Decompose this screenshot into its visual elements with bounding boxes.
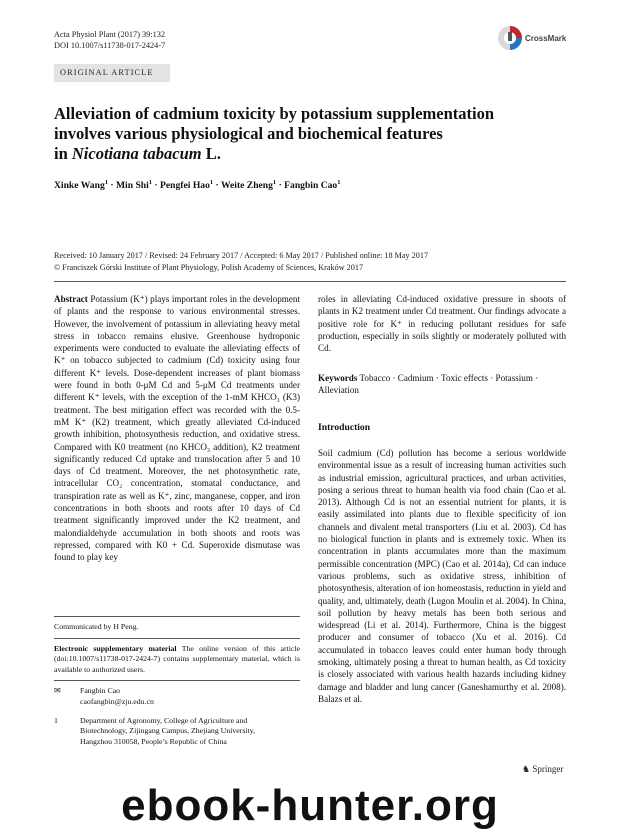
contact-name: Fangbin Cao	[80, 686, 121, 695]
abstract-text: Potassium (K⁺) plays important roles in the development of plants and the response to various environmental stresses. However, the involvement of potassium in alleviating heavy metal stress in tobacco remains elusive. Greenhouse hydroponic experiments were conducted to evaluate the alleviating effects of K⁺ on tobacco subjected to cadmium (Cd) toxicity using four different K⁺ levels. Dose-dependent increases of plant biomass were found in both 0-μM Cd and 5-μM Cd treatments under different K⁺ levels, with the exception of the 1-mM KHCO₃ (K3) treatment. The best mitigation effect was recorded with the 0.5-mM K⁺ (K2) treatment, which greatly alleviated Cd-induced growth inhibition, photosynthesis reduction, and oxidative stress. Compared with K0 treatment (no KHCO₃ addition), K2 treatment significantly reduced Cd uptake and translocation after 5 and 10 days of Cd treatment. Moreover, the net photosynthetic rate, intracellular CO₂ concentration, stomatal conductance, and transpiration rate as well as K⁺, zinc, manganese, copper, and iron concentrations in both shoots and roots after 10 days of Cd treatment significantly improved under the K2 treatment, and malondialdehyde accumulation in both shoots and roots was repressed, compared with K0 + Cd. Superoxide dismutase was found to play key	[54, 294, 300, 563]
contact-email[interactable]: caofangbin@zju.edu.cn	[80, 697, 154, 706]
publisher-logo	[522, 764, 563, 775]
title-line-2: involves various physiological and biochemical features	[54, 124, 443, 143]
title-line-3-prefix: in	[54, 144, 72, 163]
footnote-divider-3	[54, 680, 300, 681]
affiliation-text: Department of Agronomy, College of Agriculture and Biotechnology, Zijingang Campus, Zhejiang University, Hangzhou 310058, People’s Republic of China	[80, 716, 256, 746]
footnote-divider	[54, 616, 300, 617]
header-divider	[54, 281, 566, 282]
crossmark-badge[interactable]	[497, 23, 567, 53]
journal-citation: Acta Physiol Plant (2017) 39:132	[54, 30, 166, 39]
esm-text[interactable]: The online version of this article (doi:10.1007/s11738-017-2424-7) contains supplementary material, which is available to authorized users.	[54, 644, 301, 674]
history-line: Received: 10 January 2017 / Revised: 24 February 2017 / Accepted: 6 May 2017 / Published online: 18 May 2017	[54, 251, 429, 260]
author-affil-sup: 1	[148, 179, 153, 186]
envelope-icon: ✉	[54, 686, 61, 695]
title-line-3	[54, 144, 574, 164]
author-name[interactable]: Weite Zheng	[220, 180, 273, 192]
esm-label: Electronic supplementary material	[54, 644, 177, 653]
watermark: ebook-hunter.org	[121, 781, 499, 830]
author-affil-sup: 1	[209, 179, 214, 186]
author-affil-sup: 1	[104, 179, 108, 186]
esm-note	[54, 644, 300, 675]
author-name[interactable]: Fangbin Cao	[284, 180, 338, 192]
species-name: Nicotiana tabacum	[71, 144, 202, 163]
keywords-text: Tobacco · Cadmium · Toxic effects · Potassium · Alleviation	[318, 373, 539, 396]
communicated-note: Communicated by H Peng.	[54, 622, 139, 631]
publisher-name: Springer	[532, 764, 564, 774]
author-name[interactable]: Xinke Wang	[54, 180, 105, 192]
publication-dates	[54, 250, 428, 273]
abstract-label: Abstract	[54, 294, 88, 304]
abstract-block	[54, 293, 300, 564]
introduction-heading: Introduction	[318, 422, 371, 433]
article-type-band: ORIGINAL ARTICLE	[54, 64, 170, 82]
footnote-divider-2	[54, 638, 300, 639]
keywords-label: Keywords	[318, 373, 358, 383]
author-name[interactable]: Min Shi	[116, 180, 149, 192]
keywords-block	[318, 372, 566, 397]
author-affil-sup: 1	[337, 179, 341, 186]
author-name[interactable]: Pengfei Hao	[160, 180, 210, 192]
author-affil-sup: 1	[272, 179, 277, 186]
abstract-continuation: roles in alleviating Cd-induced oxidative pressure in shoots of plants in K2 treatment under Cd treatment. Our findings advocate a positive role for K⁺ in reducing pollutant residues for safe production, especially in soils slightly or moderately polluted with Cd.	[318, 294, 566, 354]
title-line-1: Alleviation of cadmium toxicity by potassium supplementation	[54, 104, 495, 123]
introduction-text: Soil cadmium (Cd) pollution has become a serious worldwide environmental issue as a result of increasing human activities such as industrial emission, agricultural practices, and urban activities, posing a serious threat to human health via food chain (Cao et al. 2013). Although Cd is not an essential nutrient for plants, it is easily assimilated into plants due to flexible specificity of ion channels and divalent metal transporters (Liu et al. 2003). Cd has no biological function in plants and is extremely toxic. When its concentration in plants accumulates more than the maximum permissible concentration (MPC) (Cao et al. 2014a), Cd can induce various problems, such as oxidative stress, inhibition of photosynthesis, alteration of ion homeostasis, reduction in yield and quality, and, ultimately, death (Lugon Moulin et al. 2004). In China, soil pollution by heavy metals has been both serious and widespread (Li et al. 2014). Furthermore, China is the biggest producer and consumer of tobacco (Xu et al. 2016). Cd accumulated in tobacco leaves could enter human body through smoking, ultimately posing a threat to human health, as Cd toxicity is closely associated with various health hazards including kidney damage and bladder and lung cancer (Ganeshamurthy et al. 2008). Balazs et al.	[318, 448, 566, 704]
title-line-3-suffix: L.	[201, 144, 221, 163]
author-list: Xinke Wang$^1$ · Min Shi$^1$ · Pengfei Hao$^1$ · Weite Zheng$^1$ · Fangbin Cao$^1$	[54, 179, 341, 192]
springer-horse-icon: ♞	[522, 764, 531, 774]
article-title	[54, 104, 574, 164]
affiliation-number: 1	[54, 716, 58, 725]
crossmark-label: CrossMark	[525, 34, 567, 43]
copyright-line: © Franciszek Górski Institute of Plant Physiology, Polish Academy of Sciences, Kraków 2017	[54, 262, 364, 272]
doi-line: DOI 10.1007/s11738-017-2424-7	[54, 41, 166, 50]
crossmark-icon	[497, 25, 523, 51]
